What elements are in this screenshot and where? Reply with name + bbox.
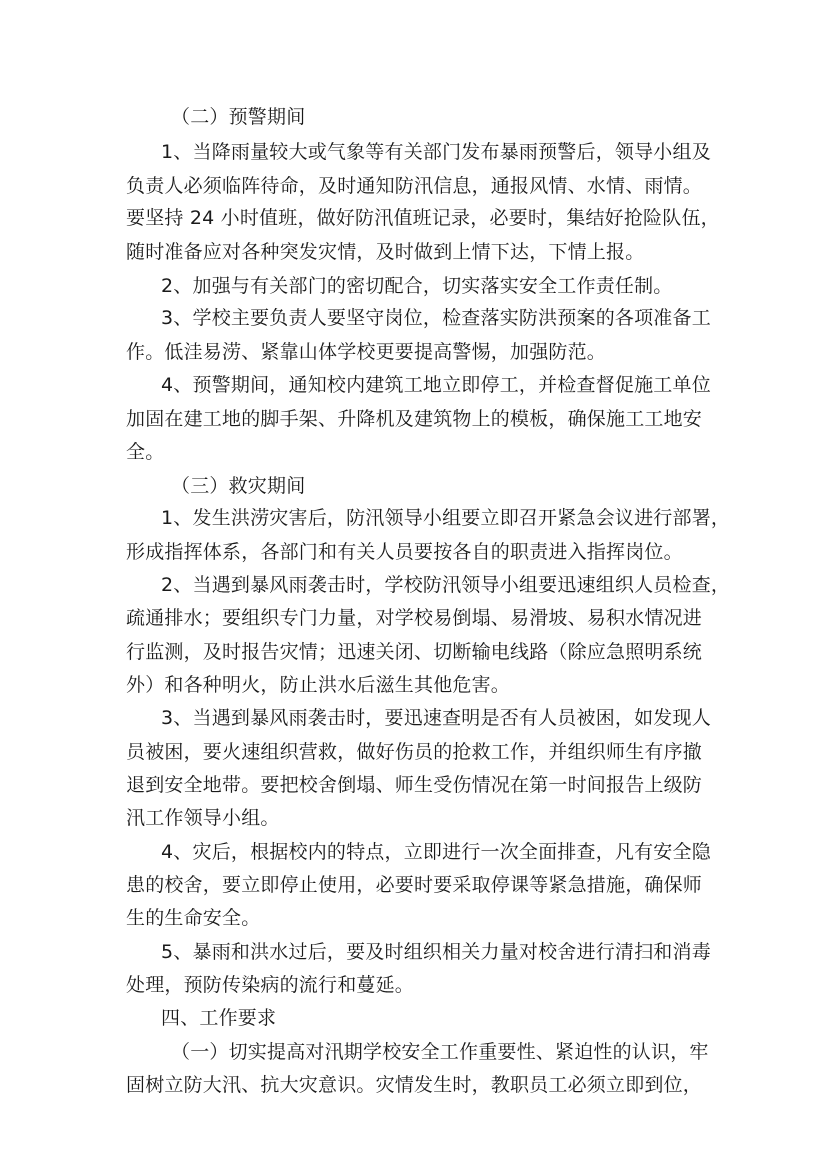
paragraph-line: 加固在建工地的脚手架、升降机及建筑物上的模板，确保施工工地安 xyxy=(126,408,703,430)
paragraph-line: 退到安全地带。要把校舍倒塌、师生受伤情况在第一时间报告上级防 xyxy=(126,774,703,796)
paragraph-line: 处理，预防传染病的流行和蔓延。 xyxy=(126,974,415,996)
paragraph-line: （一）切实提高对汛期学校安全工作重要性、紧迫性的认识，牢 xyxy=(171,1041,709,1063)
section-heading: （三）救灾期间 xyxy=(171,475,306,497)
paragraph-line: 作。低洼易涝、紧靠山体学校更要提高警惕，加强防范。 xyxy=(126,341,607,363)
paragraph-line: 形成指挥体系，各部门和有关人员要按各自的职责进入指挥岗位。 xyxy=(126,541,683,563)
paragraph-line: 患的校舍，要立即停止使用，必要时要采取停课等紧急措施，确保师 xyxy=(126,874,703,896)
paragraph-line: 3、学校主要负责人要坚守岗位，检查落实防洪预案的各项准备工 xyxy=(161,307,711,329)
paragraph-line: 2、加强与有关部门的密切配合，切实落实安全工作责任制。 xyxy=(161,275,673,297)
paragraph-line: 外）和各种明火，防止洪水后滋生其他危害。 xyxy=(126,674,511,696)
paragraph-line: 汛工作领导小组。 xyxy=(126,807,280,829)
paragraph-line: 员被困，要火速组织营救，做好伤员的抢救工作，并组织师生有序撤 xyxy=(126,741,703,763)
section-heading: 四、工作要求 xyxy=(161,1007,277,1029)
paragraph-line: 固树立防大汛、抗大灾意识。灾情发生时，教职员工必须立即到位， xyxy=(126,1074,703,1096)
section-heading: （二）预警期间 xyxy=(171,106,306,128)
paragraph-line: 负责人必须临阵待命，及时通知防汛信息，通报风情、水情、雨情。 xyxy=(126,175,703,197)
paragraph-line: 4、灾后，根据校内的特点，立即进行一次全面排查，凡有安全隐 xyxy=(161,841,711,863)
paragraph-line: 生的生命安全。 xyxy=(126,907,261,929)
paragraph-line: 4、预警期间，通知校内建筑工地立即停工，并检查督促施工单位 xyxy=(161,374,711,396)
paragraph-line: 行监测，及时报告灾情；迅速关闭、切断输电线路（除应急照明系统 xyxy=(126,641,703,663)
paragraph-line: 3、当遇到暴风雨袭击时，要迅速查明是否有人员被困，如发现人 xyxy=(161,707,711,729)
paragraph-line: 1、当降雨量较大或气象等有关部门发布暴雨预警后，领导小组及 xyxy=(161,141,711,163)
paragraph-line: 2、当遇到暴风雨袭击时，学校防汛领导小组要迅速组织人员检查， xyxy=(161,574,731,596)
paragraph-line: 全。 xyxy=(126,441,165,463)
paragraph-line: 5、暴雨和洪水过后，要及时组织相关力量对校舍进行清扫和消毒 xyxy=(161,941,711,963)
paragraph-line: 1、发生洪涝灾害后，防汛领导小组要立即召开紧急会议进行部署， xyxy=(161,507,731,529)
paragraph-line: 要坚持 24 小时值班，做好防汛值班记录，必要时，集结好抢险队伍， xyxy=(126,207,720,229)
paragraph-line: 疏通排水；要组织专门力量，对学校易倒塌、易滑坡、易积水情况进 xyxy=(126,607,703,629)
paragraph-line: 随时准备应对各种突发灾情，及时做到上情下达，下情上报。 xyxy=(126,241,645,263)
